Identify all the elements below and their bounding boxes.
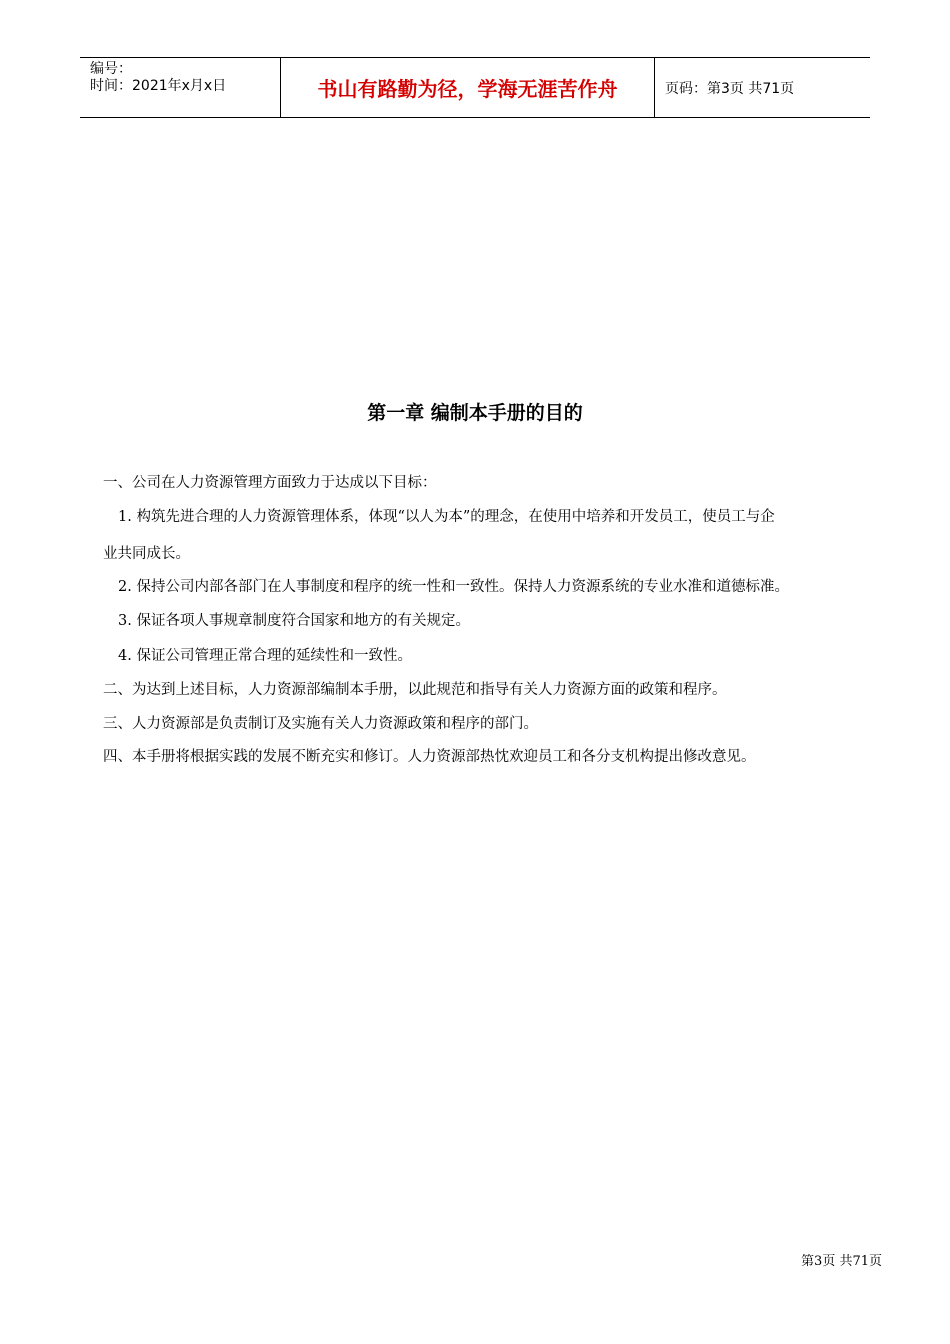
- goal-item-4: 4. 保证公司管理正常合理的延续性和一致性。: [118, 648, 412, 664]
- chapter-title: 第一章 编制本手册的目的: [367, 402, 583, 424]
- header-meta-cell: [80, 58, 281, 117]
- goal-item-1-line-2: 业共同成长。: [103, 546, 190, 562]
- header-table: [80, 57, 870, 118]
- header-page-cell: [655, 58, 870, 117]
- footer-page-number: 第3页 共71页: [801, 1254, 882, 1269]
- paragraph-two: 二、为达到上述目标，人力资源部编制本手册，以此规范和指导有关人力资源方面的政策和程序。: [103, 682, 727, 698]
- paragraph-goals-intro: 一、公司在人力资源管理方面致力于达成以下目标：: [103, 475, 437, 491]
- goal-item-1-line-1: 1. 构筑先进合理的人力资源管理体系，体现“以人为本”的理念，在使用中培养和开发员工，使员工与企: [118, 509, 775, 525]
- header-page-code: 页码：第3页 共71页: [665, 80, 795, 97]
- document-number-label: 编号：: [90, 61, 132, 77]
- header-motto: 书山有路勤为径，学海无涯苦作舟: [317, 77, 618, 101]
- header-motto-cell: [281, 58, 655, 117]
- document-time-label: 时间：2021年x月x日: [90, 78, 227, 94]
- paragraph-four: 四、本手册将根据实践的发展不断充实和修订。人力资源部热忱欢迎员工和各分支机构提出修改意见。: [103, 749, 756, 765]
- goal-item-2: 2. 保持公司内部各部门在人事制度和程序的统一性和一致性。保持人力资源系统的专业水准和道德标准。: [118, 579, 789, 595]
- paragraph-three: 三、人力资源部是负责制订及实施有关人力资源政策和程序的部门。: [103, 716, 538, 732]
- goal-item-3: 3. 保证各项人事规章制度符合国家和地方的有关规定。: [118, 613, 470, 629]
